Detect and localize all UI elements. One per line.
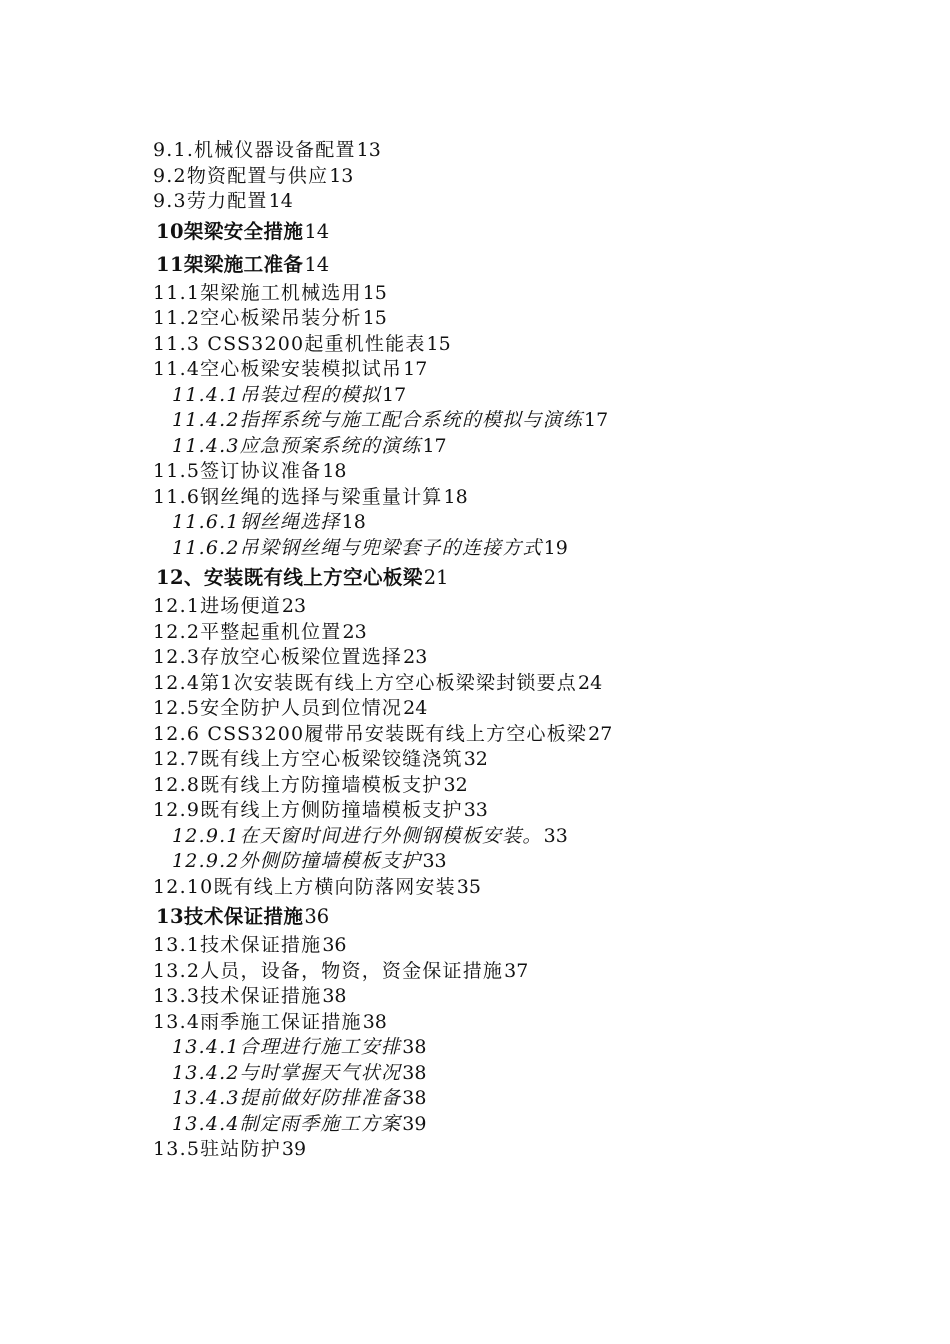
toc-entry[interactable] — [0, 248, 950, 281]
toc-entry-page-number: 38 — [402, 1087, 427, 1109]
toc-entry[interactable] — [0, 1061, 950, 1087]
toc-entry-page-number: 33 — [543, 824, 568, 847]
toc-entry-page-number: 18 — [443, 485, 468, 508]
toc-entry[interactable] — [0, 824, 950, 850]
toc-entry[interactable] — [0, 138, 950, 164]
toc-entry[interactable] — [0, 722, 950, 748]
toc-entry-title: 12.1进场便道 — [153, 595, 281, 617]
toc-entry[interactable] — [0, 900, 950, 933]
toc-entry[interactable] — [0, 434, 950, 460]
toc-entry-page-number: 38 — [402, 1061, 427, 1084]
toc-entry[interactable] — [0, 281, 950, 307]
toc-entry[interactable] — [0, 933, 950, 959]
toc-entry-title: 12.8既有线上方防撞墙模板支护 — [153, 773, 443, 796]
toc-entry[interactable] — [0, 696, 950, 722]
toc-entry[interactable] — [0, 773, 950, 799]
toc-entry-title: 13.3技术保证措施 — [153, 985, 322, 1007]
toc-entry[interactable] — [0, 798, 950, 824]
toc-entry[interactable] — [0, 959, 950, 985]
table-of-contents — [0, 138, 950, 1163]
toc-entry-page-number: 14 — [304, 252, 330, 276]
toc-entry-page-number: 23 — [342, 620, 367, 643]
toc-entry-page-number: 15 — [426, 332, 451, 355]
toc-entry-page-number: 36 — [322, 934, 347, 956]
toc-entry[interactable] — [0, 671, 950, 697]
toc-entry-title: 9.2物资配置与供应 — [153, 164, 329, 187]
toc-entry-page-number: 15 — [362, 307, 387, 329]
toc-entry-page-number: 17 — [403, 358, 428, 380]
toc-entry-title: 11.2空心板梁吊装分析 — [153, 307, 362, 329]
toc-entry[interactable] — [0, 1112, 950, 1138]
toc-entry-title: 13.4.1合理进行施工安排 — [172, 1036, 402, 1058]
toc-entry-title: 11.3 CSS3200起重机性能表 — [153, 332, 426, 355]
toc-entry-title: 11.4.2指挥系统与施工配合系统的模拟与演练 — [172, 409, 584, 431]
toc-entry-page-number: 18 — [322, 460, 347, 482]
toc-entry-page-number: 17 — [584, 409, 609, 431]
toc-entry[interactable] — [0, 306, 950, 332]
toc-entry-title: 11.5签订协议准备 — [153, 460, 322, 482]
toc-entry-page-number: 32 — [443, 773, 468, 796]
toc-entry-title: 12.3存放空心板梁位置选择 — [153, 646, 403, 668]
toc-entry[interactable] — [0, 1086, 950, 1112]
toc-entry[interactable] — [0, 561, 950, 594]
toc-entry[interactable] — [0, 332, 950, 358]
toc-entry[interactable] — [0, 408, 950, 434]
toc-entry[interactable] — [0, 984, 950, 1010]
toc-entry-page-number: 35 — [456, 875, 481, 898]
toc-entry[interactable] — [0, 875, 950, 901]
toc-entry-title: 10架梁安全措施 — [156, 219, 304, 243]
toc-entry-page-number: 36 — [304, 905, 330, 928]
toc-entry-title: 13.4雨季施工保证措施 — [153, 1010, 362, 1033]
toc-entry-page-number: 33 — [422, 850, 447, 872]
toc-entry-title: 12.4第1次安装既有线上方空心板梁梁封锁要点 — [153, 671, 577, 694]
toc-entry-title: 9.3劳力配置 — [153, 190, 268, 212]
toc-entry[interactable] — [0, 164, 950, 190]
toc-entry-title: 12.6 CSS3200履带吊安装既有线上方空心板梁 — [153, 722, 588, 745]
toc-entry-title: 9.1.机械仪器设备配置 — [153, 139, 356, 161]
toc-entry-page-number: 18 — [341, 511, 366, 533]
toc-entry-page-number: 23 — [281, 595, 307, 617]
toc-entry-title: 13技术保证措施 — [156, 905, 304, 928]
toc-entry-page-number: 15 — [362, 281, 387, 304]
toc-entry-page-number: 19 — [543, 536, 568, 559]
toc-entry-title: 12.7既有线上方空心板梁铰缝浇筑 — [153, 748, 463, 770]
toc-entry-title: 11.1架梁施工机械选用 — [153, 281, 362, 304]
toc-entry-page-number: 39 — [402, 1112, 427, 1135]
toc-entry-page-number: 33 — [463, 799, 488, 821]
toc-entry-title: 13.4.2与时掌握天气状况 — [172, 1061, 402, 1084]
toc-entry-title: 12.9.1在天窗时间进行外侧钢模板安装。 — [172, 824, 543, 847]
toc-entry[interactable] — [0, 485, 950, 511]
toc-entry-title: 12.9.2外侧防撞墙模板支护 — [172, 850, 422, 872]
toc-entry-title: 12.10既有线上方横向防落网安装 — [153, 875, 456, 898]
toc-entry-title: 13.4.3提前做好防排准备 — [172, 1087, 402, 1109]
toc-entry-page-number: 13 — [329, 164, 354, 187]
toc-entry-page-number: 39 — [281, 1138, 307, 1160]
toc-entry-page-number: 14 — [268, 190, 293, 212]
toc-entry-title: 13.1技术保证措施 — [153, 934, 322, 956]
toc-entry-page-number: 14 — [304, 219, 330, 243]
toc-entry-page-number: 24 — [403, 697, 428, 719]
toc-entry-title: 11架梁施工准备 — [156, 252, 304, 276]
toc-entry-title: 11.6.2吊梁钢丝绳与兜梁套子的连接方式 — [172, 536, 543, 559]
toc-entry-title: 11.4.1吊装过程的模拟 — [172, 383, 382, 406]
toc-entry-title: 11.6钢丝绳的选择与梁重量计算 — [153, 485, 443, 508]
toc-entry-page-number: 17 — [422, 434, 447, 457]
toc-entry-title: 12.2平整起重机位置 — [153, 620, 342, 643]
toc-entry-page-number: 38 — [362, 1010, 387, 1033]
toc-entry[interactable] — [0, 536, 950, 562]
toc-entry-title: 13.2人员，设备，物资，资金保证措施 — [153, 959, 504, 982]
toc-entry[interactable] — [0, 1010, 950, 1036]
toc-entry-title: 11.4空心板梁安装模拟试吊 — [153, 358, 403, 380]
toc-entry-page-number: 17 — [382, 383, 407, 406]
toc-entry[interactable] — [0, 215, 950, 248]
toc-entry-page-number: 21 — [423, 566, 449, 589]
toc-entry-title: 12、安装既有线上方空心板梁 — [156, 566, 423, 589]
toc-entry-title: 11.6.1钢丝绳选择 — [172, 511, 341, 533]
toc-entry-title: 11.4.3应急预案系统的演练 — [172, 434, 422, 457]
toc-entry[interactable] — [0, 849, 950, 875]
toc-entry-title: 12.5安全防护人员到位情况 — [153, 697, 403, 719]
toc-entry-page-number: 38 — [322, 985, 347, 1007]
toc-entry[interactable] — [0, 383, 950, 409]
toc-entry-page-number: 37 — [504, 959, 529, 982]
toc-entry-page-number: 27 — [588, 722, 613, 745]
toc-entry[interactable] — [0, 510, 950, 536]
toc-entry-title: 13.4.4制定雨季施工方案 — [172, 1112, 402, 1135]
toc-entry[interactable] — [0, 189, 950, 215]
toc-entry-page-number: 23 — [403, 646, 428, 668]
toc-entry[interactable] — [0, 747, 950, 773]
toc-entry-title: 13.5驻站防护 — [153, 1138, 281, 1160]
toc-entry[interactable] — [0, 1035, 950, 1061]
toc-entry-page-number: 24 — [578, 671, 603, 694]
toc-entry-page-number: 38 — [402, 1036, 427, 1058]
toc-entry[interactable] — [0, 1137, 950, 1163]
toc-entry-page-number: 32 — [463, 748, 488, 770]
toc-entry[interactable] — [0, 620, 950, 646]
toc-entry-page-number: 13 — [356, 139, 381, 161]
toc-entry[interactable] — [0, 357, 950, 383]
toc-entry[interactable] — [0, 594, 950, 620]
toc-entry[interactable] — [0, 459, 950, 485]
toc-entry-title: 12.9既有线上方侧防撞墙模板支护 — [153, 799, 463, 821]
toc-entry[interactable] — [0, 645, 950, 671]
